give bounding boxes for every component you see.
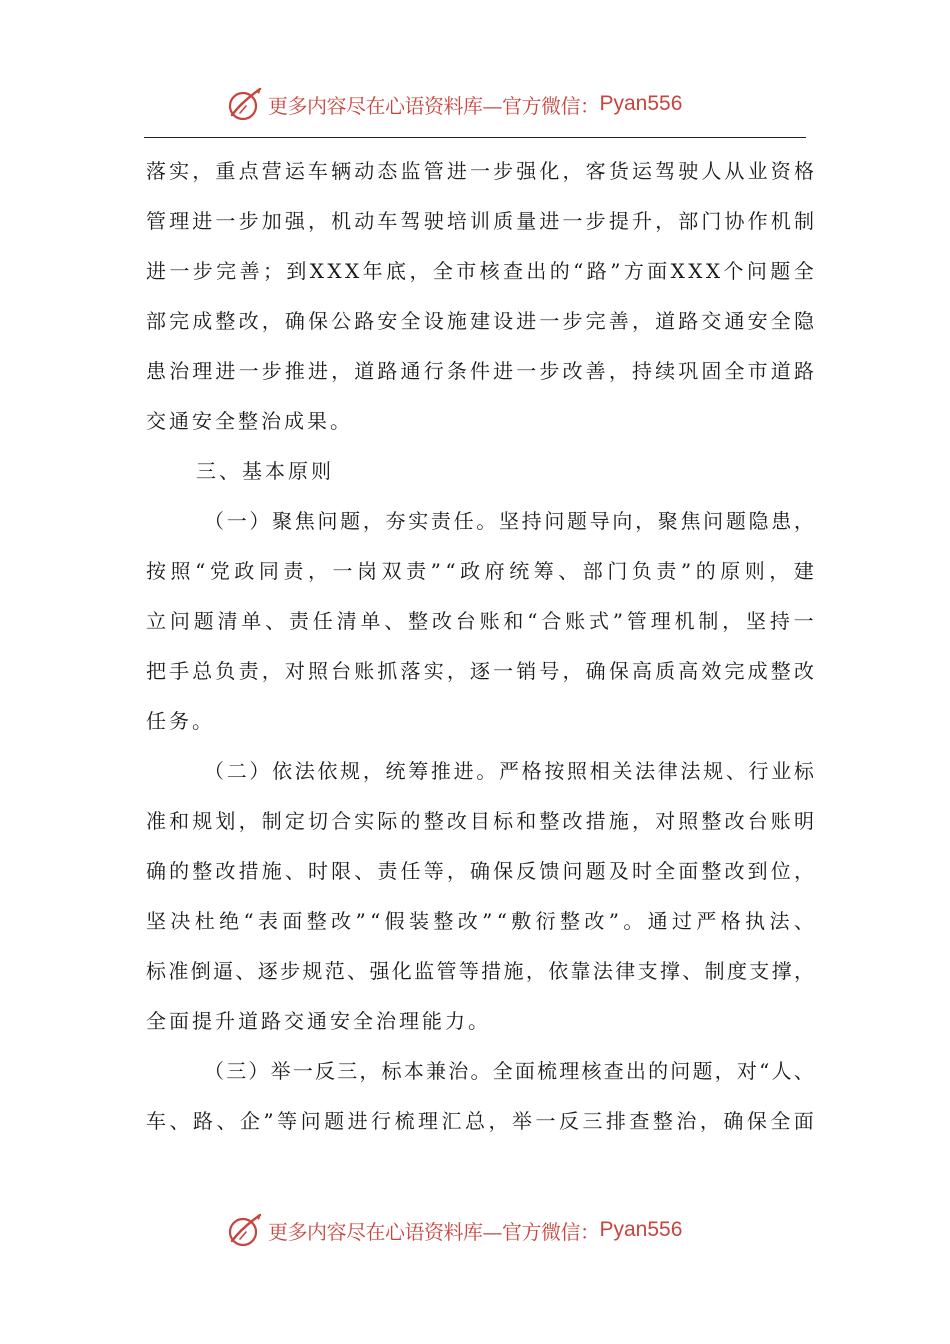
text-line: （ 三 ） 举 一 反 三 ， 标 本 兼 治 。 全 面 梳 理 核 查 出 的 问 题 ， 对 “ 人 、 <box>204 1059 814 1083</box>
text-line: 把 手 总 负 责 ， 对 照 台 账 抓 落 实 ， 逐 一 销 号 ， 确 保 高 质 高 效 完 成 整 改 <box>146 659 814 683</box>
watermark-text: 更多内容尽在心语资料库—官方微信： <box>268 93 600 118</box>
text-line: 交通安全整治成果。 <box>146 409 353 433</box>
text-line: （ 一 ） 聚 焦 问 题 ， 夯 实 责 任 。 坚 持 问 题 导 向 ， 聚 焦 问 题 隐 患 ， <box>204 509 814 533</box>
header-watermark <box>226 84 682 124</box>
text-line: （ 二 ） 依 法 依 规 ， 统 筹 推 进 。 严 格 按 照 相 关 法 律 法 规 、 行 业 标 <box>204 759 814 783</box>
text-line: 车 、 路 、 企 ” 等 问 题 进 行 梳 理 汇 总 ， 举 一 反 三 排 查 整 治 ， 确 保 全 面 <box>146 1109 814 1133</box>
text-line: 立 问 题 清 单 、 责 任 清 单 、 整 改 台 账 和 “ 合 账 式 ” 管 理 机 制 ， 坚 持 一 <box>146 609 814 633</box>
section-heading: 三、基本原则 <box>196 459 334 483</box>
header-rule <box>144 137 806 138</box>
text-line: 管 理 进 一 步 加 强 ， 机 动 车 驾 驶 培 训 质 量 进 一 步 提 升 ， 部 门 协 作 机 制 <box>146 209 814 233</box>
text-line: 按 照 “ 党 政 同 责 ， 一 岗 双 责 ” “ 政 府 统 筹 、 部 门 负 责 ” 的 原 则 ， 建 <box>146 559 814 583</box>
watermark-handle: Pyan556 <box>599 92 683 115</box>
footer-watermark <box>226 1210 682 1250</box>
text-line: 进 一 步 完 善 ； 到 X X X 年 底 ， 全 市 核 查 出 的 “ 路 ” 方 面 X X X 个 问 题 全 <box>146 259 814 283</box>
document-body <box>146 146 814 1146</box>
text-line: 全面提升道路交通安全治理能力。 <box>146 1009 491 1033</box>
pen-logo-icon <box>226 1211 264 1249</box>
text-line: 部 完 成 整 改 ， 确 保 公 路 安 全 设 施 建 设 进 一 步 完 善 ， 道 路 交 通 安 全 隐 <box>146 309 814 333</box>
text-line: 落 实 ， 重 点 营 运 车 辆 动 态 监 管 进 一 步 强 化 ， 客 货 运 驾 驶 人 从 业 资 格 <box>146 159 814 183</box>
text-line: 准 和 规 划 ， 制 定 切 合 实 际 的 整 改 目 标 和 整 改 措 施 ， 对 照 整 改 台 账 明 <box>146 809 814 833</box>
text-line: 标 准 倒 逼 、 逐 步 规 范 、 强 化 监 管 等 措 施 ， 依 靠 法 律 支 撑 、 制 度 支 撑 ， <box>146 959 814 983</box>
watermark-text: 更多内容尽在心语资料库—官方微信： <box>268 1219 600 1244</box>
text-line: 确 的 整 改 措 施 、 时 限 、 责 任 等 ， 确 保 反 馈 问 题 及 时 全 面 整 改 到 位 ， <box>146 859 814 883</box>
text-line: 患 治 理 进 一 步 推 进 ， 道 路 通 行 条 件 进 一 步 改 善 ， 持 续 巩 固 全 市 道 路 <box>146 359 814 383</box>
pen-logo-icon <box>226 85 264 123</box>
watermark-handle: Pyan556 <box>599 1218 683 1241</box>
text-line: 坚 决 杜 绝 “ 表 面 整 改 ” “ 假 装 整 改 ” “ 敷 衍 整 改 ” 。 通 过 严 格 执 法 、 <box>146 909 814 933</box>
text-line: 任务。 <box>146 709 215 733</box>
